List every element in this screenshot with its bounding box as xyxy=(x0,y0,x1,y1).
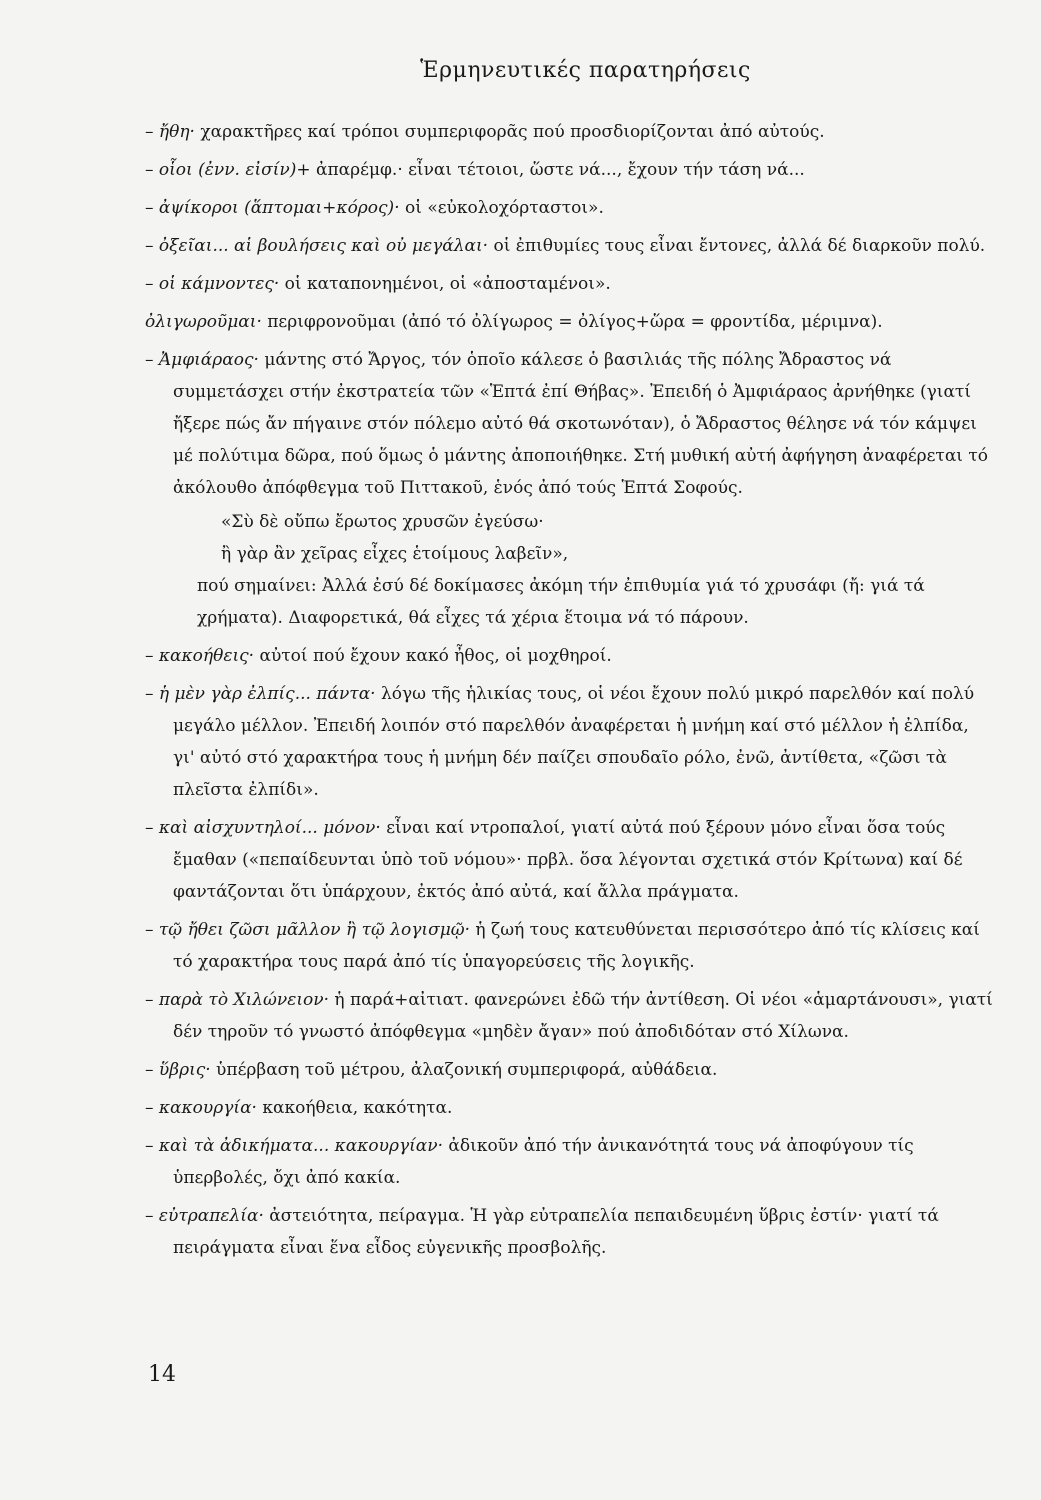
entry xyxy=(145,984,995,1048)
entry xyxy=(145,812,995,908)
entry xyxy=(145,914,995,978)
entry-text: κακοήθεια, κακότητα. xyxy=(256,1098,453,1118)
entry xyxy=(145,1054,995,1086)
entry xyxy=(145,116,995,148)
page-title: Ἑρμηνευτικές παρατηρήσεις xyxy=(420,58,751,83)
entry-term: ὀξεῖαι... αἱ βουλήσεις καὶ οὐ μεγάλαι· xyxy=(158,236,489,256)
entry-dash: – xyxy=(145,274,159,294)
entry-term: καὶ τὰ ἀδικήματα... κακουργίαν· xyxy=(158,1136,444,1156)
entries-list xyxy=(145,116,995,1270)
page-number: 14 xyxy=(148,1362,176,1387)
entry xyxy=(145,154,995,186)
entry-dash: – xyxy=(145,160,159,180)
entry xyxy=(145,306,995,338)
entry-dash: – xyxy=(145,646,159,666)
entry-dash: – xyxy=(145,1060,159,1080)
entry-dash: – xyxy=(145,122,159,142)
entry-text: εἶναι καί ντροπαλοί, γιατί αὐτά πού ξέρουν μόνο εἶναι ὅσα τούς ἔμαθαν («πεπαίδευνται ὑπὸ τοῦ νόμου»· πρβλ. ὅσα λέγονται σχετικά στόν Κρίτωνα) καί δέ φαντάζονται ὅτι ὑπάρχουν, ἐκτός ἀπό αὐτά, καί ἄλλα πράγματα. xyxy=(173,818,963,902)
entry-text: λόγω τῆς ἡλικίας τους, οἱ νέοι ἔχουν πολύ μικρό παρελθόν καί πολύ μεγάλο μέλλον. Ἐπειδή λοιπόν στό παρελθόν ἀναφέρεται ἡ μνήμη καί στό μέλλον ἡ ἐλπίδα, γι' αὐτό στό χαρακτήρα τους ἡ μνήμη δέν παίζει σπουδαῖο ρόλο, ἐνῶ, ἀντίθετα, «ζῶσι τὰ πλεῖστα ἐλπίδι». xyxy=(173,684,975,800)
entry-text: οἱ «εὐκολοχόρταστοι». xyxy=(399,198,604,218)
entry-dash: – xyxy=(145,1206,159,1226)
entry-dash: – xyxy=(145,920,159,940)
entry-text: ἀστειότητα, πείραγμα. Ἡ γὰρ εὐτραπελία πεπαιδευμένη ὕβρις ἐστίν· γιατί τά πειράγματα εἶναι ἕνα εἶδος εὐγενικῆς προσβολῆς. xyxy=(173,1206,939,1258)
quote-line: ἢ γὰρ ἂν χεῖρας εἶχες ἑτοίμους λαβεῖν», xyxy=(221,544,569,564)
entry-term: ὀλιγωροῦμαι· xyxy=(145,312,262,332)
entry-text: ἀπαρέμφ.· εἶναι τέτοιοι, ὥστε νά..., ἔχουν τήν τάση νά... xyxy=(310,160,805,180)
entry xyxy=(145,230,995,262)
entry-term: ἀψίκοροι (ἅπτομαι+κόρος)· xyxy=(158,198,400,218)
entry-text: ὑπέρβαση τοῦ μέτρου, ἀλαζονική συμπεριφορά, αὐθάδεια. xyxy=(210,1060,718,1080)
entry xyxy=(145,1130,995,1194)
entry-term: εὐτραπελία· xyxy=(158,1206,264,1226)
entry-term: Ἀμφιάραος· xyxy=(158,350,259,370)
entry xyxy=(145,1200,995,1264)
entry-dash: – xyxy=(145,684,159,704)
entry-term: ἤθη· xyxy=(158,122,195,142)
entry xyxy=(145,678,995,806)
entry-term: κακοήθεις· xyxy=(158,646,255,666)
entry-text: χαρακτῆρες καί τρόποι συμπεριφορᾶς πού προσδιορίζονται ἀπό αὐτούς. xyxy=(194,122,825,142)
quote-line: «Σὺ δὲ οὔπω ἔρωτος χρυσῶν ἐγεύσω· xyxy=(221,512,544,532)
entry-term: κακουργία· xyxy=(158,1098,257,1118)
entry-dash: – xyxy=(145,350,159,370)
entry-term: οἱ κάμνοντες· xyxy=(158,274,280,294)
entry-text: ἡ παρά+αἰτιατ. φανερώνει ἐδῶ τήν ἀντίθεση. Οἱ νέοι «ἁμαρτάνουσι», γιατί δέν τηροῦν τό γνωστό ἀπόφθεγμα «μηδὲν ἄγαν» πού ἀποδιδόταν στό Χίλωνα. xyxy=(173,990,993,1042)
entry-dash: – xyxy=(145,990,159,1010)
entry-dash: – xyxy=(145,198,159,218)
entry-dash: – xyxy=(145,1098,159,1118)
entry xyxy=(145,268,995,300)
entry xyxy=(145,344,995,504)
entry-term: ὕβρις· xyxy=(158,1060,211,1080)
entry-term: ἡ μὲν γὰρ ἐλπίς... πάντα· xyxy=(158,684,376,704)
entry-dash: – xyxy=(145,818,159,838)
entry-text: περιφρονοῦμαι (ἀπό τό ὀλίγωρος = ὀλίγος+ὥρα = φροντίδα, μέριμνα). xyxy=(261,312,883,332)
entry-dash: – xyxy=(145,1136,159,1156)
entry xyxy=(145,640,995,672)
entry-text: οἱ ἐπιθυμίες τους εἶναι ἔντονες, ἀλλά δέ διαρκοῦν πολύ. xyxy=(488,236,986,256)
entry-text: ἀδικοῦν ἀπό τήν ἀνικανότητά τους νά ἀποφύγουν τίς ὑπερβολές, ὄχι ἀπό κακία. xyxy=(173,1136,914,1188)
entry xyxy=(145,1092,995,1124)
entry-term: οἷοι (ἐνν. εἰσίν)+ xyxy=(158,160,311,180)
quote-explanation: πού σημαίνει: Ἀλλά ἐσύ δέ δοκίμασες ἀκόμη τήν ἐπιθυμία γιά τό χρυσάφι (ἤ: γιά τά χρήματα). Διαφορετικά, θά εἶχες τά χέρια ἕτοιμα νά τό πάρουν. xyxy=(197,576,925,628)
entry-dash: – xyxy=(145,236,159,256)
entry-text: οἱ καταπονημένοι, οἱ «ἀποσταμένοι». xyxy=(279,274,611,294)
entry-text: αὐτοί πού ἔχουν κακό ἦθος, οἱ μοχθηροί. xyxy=(254,646,612,666)
entry-term: τῷ ἤθει ζῶσι μᾶλλον ἢ τῷ λογισμῷ· xyxy=(158,920,471,940)
entry-text: μάντης στό Ἄργος, τόν ὁποῖο κάλεσε ὁ βασιλιάς τῆς πόλης Ἄδραστος νά συμμετάσχει στήν ἐκστρατεία τῶν «Ἑπτά ἐπί Θήβας». Ἐπειδή ὁ Ἀμφιάραος ἀρνήθηκε (γιατί ἤξερε πώς ἄν πήγαινε στόν πόλεμο αὐτό θά σκοτωνόταν), ὁ Ἄδραστος θέλησε νά τόν κάμψει μέ πολύτιμα δῶρα, πού ὅμως ὁ μάντης ἀποποιήθηκε. Στή μυθική αὐτή ἀφήγηση ἀναφέρεται τό ἀκόλουθο ἀπόφθεγμα τοῦ Πιττακοῦ, ἑνός ἀπό τούς Ἑπτά Σοφούς. xyxy=(173,350,989,498)
entry xyxy=(145,192,995,224)
entry-term: καὶ αἰσχυντηλοί... μόνον· xyxy=(158,818,381,838)
entry-term: παρὰ τὸ Χιλώνειον· xyxy=(158,990,329,1010)
entry-text: ἡ ζωή τους κατευθύνεται περισσότερο ἀπό τίς κλίσεις καί τό χαρακτήρα τους παρά ἀπό τίς ὑπαγορεύσεις τῆς λογικῆς. xyxy=(173,920,980,972)
